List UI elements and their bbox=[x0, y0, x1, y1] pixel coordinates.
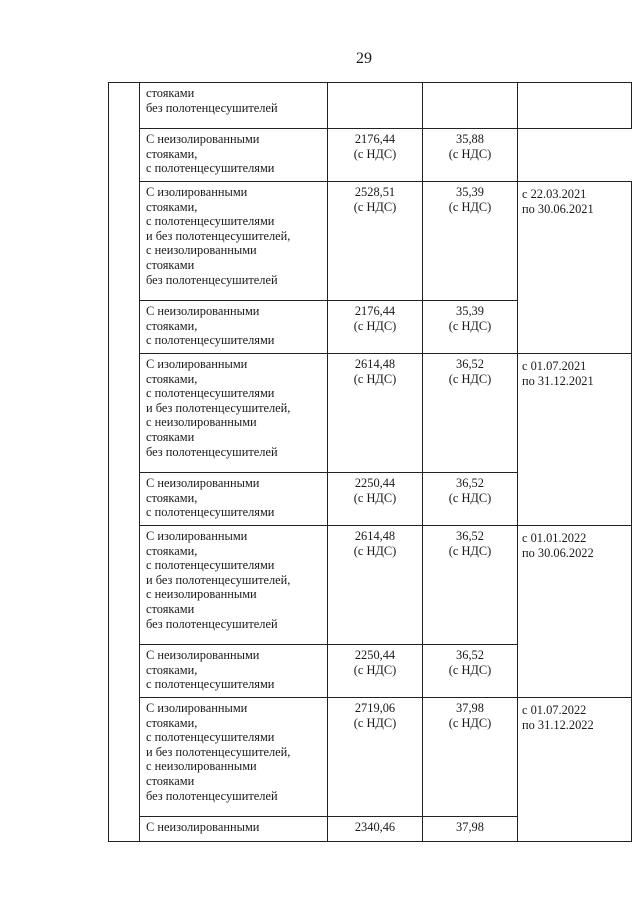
cell-text-line: 2250,44 bbox=[354, 648, 396, 662]
cell-text-line: (с НДС) bbox=[353, 146, 397, 161]
cell-text-line: (с НДС) bbox=[448, 715, 492, 730]
cell-text-line: без полотенцесушителей bbox=[146, 616, 278, 631]
cell-text-line: С изолированными bbox=[146, 185, 248, 199]
cell-text-line: и без полотенцесушителей, bbox=[146, 572, 291, 587]
price-cell bbox=[328, 526, 423, 645]
price-cell bbox=[328, 83, 423, 129]
cell-text-line: с полотенцесушителями bbox=[146, 677, 275, 692]
cell-text-line: с 01.07.2022 bbox=[522, 703, 587, 717]
cell-text-line: (с НДС) bbox=[448, 371, 492, 386]
cell-text-line: 2176,44 bbox=[354, 304, 396, 318]
cell-text-line: без полотенцесушителей bbox=[146, 100, 278, 115]
table-row bbox=[109, 182, 632, 301]
cell-text-line: стояками bbox=[146, 257, 195, 272]
cell-text-line: с полотенцесушителями bbox=[146, 161, 275, 176]
cell-text-line: (с НДС) bbox=[353, 318, 397, 333]
cell-text-line: с полотенцесушителями bbox=[146, 558, 275, 573]
cell-text-line: 2614,48 bbox=[354, 357, 396, 371]
cell-text-line: без полотенцесушителей bbox=[146, 788, 278, 803]
cell-text-line: 35,39 bbox=[456, 304, 484, 318]
tariff-table bbox=[108, 82, 632, 842]
cell-text-line: 2250,44 bbox=[354, 476, 396, 490]
cell-text-line: по 31.12.2021 bbox=[522, 373, 594, 388]
cell-text-line: стояками, bbox=[146, 715, 198, 730]
validity-period-cell bbox=[518, 698, 632, 842]
cell-text-line: 37,98 bbox=[456, 701, 484, 715]
cell-text-line: по 30.06.2021 bbox=[522, 201, 594, 216]
price-cell bbox=[328, 698, 423, 817]
price-cell bbox=[328, 354, 423, 473]
volume-cell bbox=[423, 354, 518, 473]
cell-text-line: (с НДС) bbox=[353, 715, 397, 730]
riser-description-cell bbox=[140, 129, 328, 182]
cell-text-line: с полотенцесушителями bbox=[146, 386, 275, 401]
cell-text-line: (с НДС) bbox=[353, 490, 397, 505]
cell-text-line: (с НДС) bbox=[353, 371, 397, 386]
cell-text-line: стояками bbox=[146, 429, 195, 444]
riser-description-cell bbox=[140, 354, 328, 473]
cell-text-line: (с НДС) bbox=[448, 199, 492, 214]
cell-text-line: 2528,51 bbox=[354, 185, 396, 199]
cell-text-line: (с НДС) bbox=[448, 318, 492, 333]
cell-text-line: 36,52 bbox=[456, 648, 484, 662]
riser-description-cell bbox=[140, 182, 328, 301]
cell-text-line: С неизолированными bbox=[146, 820, 260, 834]
price-cell bbox=[328, 301, 423, 354]
table-row bbox=[109, 354, 632, 473]
cell-text-line: стояками, bbox=[146, 199, 198, 214]
table-row bbox=[109, 83, 632, 129]
validity-period-cell bbox=[518, 526, 632, 698]
price-cell bbox=[328, 473, 423, 526]
cell-text-line: стояками, bbox=[146, 318, 198, 333]
cell-text-line: С неизолированными bbox=[146, 476, 260, 490]
cell-text-line: с полотенцесушителями bbox=[146, 333, 275, 348]
cell-text-line: с неизолированными bbox=[146, 587, 257, 602]
cell-text-line: (с НДС) bbox=[353, 543, 397, 558]
index-column-cell bbox=[109, 83, 140, 842]
cell-text-line: с 22.03.2021 bbox=[522, 187, 587, 201]
price-cell bbox=[328, 182, 423, 301]
volume-cell bbox=[423, 473, 518, 526]
cell-text-line: 36,52 bbox=[456, 357, 484, 371]
cell-text-line: (с НДС) bbox=[448, 490, 492, 505]
cell-text-line: с полотенцесушителями bbox=[146, 214, 275, 229]
volume-cell bbox=[423, 129, 518, 182]
cell-text-line: С изолированными bbox=[146, 357, 248, 371]
riser-description-cell bbox=[140, 817, 328, 842]
cell-text-line: стояками, bbox=[146, 371, 198, 386]
volume-cell bbox=[423, 645, 518, 698]
cell-text-line: 2614,48 bbox=[354, 529, 396, 543]
validity-period-cell bbox=[518, 354, 632, 526]
table-row bbox=[109, 129, 632, 182]
cell-text-line: по 30.06.2022 bbox=[522, 545, 594, 560]
cell-text-line: 37,98 bbox=[456, 820, 484, 834]
cell-text-line: стояками bbox=[146, 601, 195, 616]
cell-text-line: С изолированными bbox=[146, 529, 248, 543]
cell-text-line: 2340,46 bbox=[354, 820, 396, 834]
cell-text-line: 36,52 bbox=[456, 476, 484, 490]
volume-cell bbox=[423, 526, 518, 645]
volume-cell bbox=[423, 817, 518, 842]
cell-text-line: стояками, bbox=[146, 662, 198, 677]
riser-description-cell bbox=[140, 526, 328, 645]
validity-period-cell bbox=[518, 83, 632, 129]
riser-description-cell bbox=[140, 301, 328, 354]
cell-text-line: С неизолированными bbox=[146, 304, 260, 318]
volume-cell bbox=[423, 83, 518, 129]
cell-text-line: 35,39 bbox=[456, 185, 484, 199]
cell-text-line: (с НДС) bbox=[448, 146, 492, 161]
price-cell bbox=[328, 129, 423, 182]
cell-text-line: с неизолированными bbox=[146, 759, 257, 774]
cell-text-line: 2176,44 bbox=[354, 132, 396, 146]
cell-text-line: стояками bbox=[146, 86, 195, 100]
price-cell bbox=[328, 817, 423, 842]
cell-text-line: стояками bbox=[146, 773, 195, 788]
cell-text-line: (с НДС) bbox=[353, 662, 397, 677]
riser-description-cell bbox=[140, 698, 328, 817]
volume-cell bbox=[423, 182, 518, 301]
cell-text-line: без полотенцесушителей bbox=[146, 444, 278, 459]
riser-description-cell bbox=[140, 645, 328, 698]
cell-text-line: С неизолированными bbox=[146, 132, 260, 146]
cell-text-line: с неизолированными bbox=[146, 415, 257, 430]
cell-text-line: стояками, bbox=[146, 146, 198, 161]
cell-text-line: С изолированными bbox=[146, 701, 248, 715]
volume-cell bbox=[423, 698, 518, 817]
cell-text-line: без полотенцесушителей bbox=[146, 272, 278, 287]
volume-cell bbox=[423, 301, 518, 354]
cell-text-line: с полотенцесушителями bbox=[146, 730, 275, 745]
cell-text-line: и без полотенцесушителей, bbox=[146, 228, 291, 243]
riser-description-cell bbox=[140, 473, 328, 526]
cell-text-line: (с НДС) bbox=[353, 199, 397, 214]
cell-text-line: 2719,06 bbox=[354, 701, 396, 715]
cell-text-line: (с НДС) bbox=[448, 662, 492, 677]
cell-text-line: стояками, bbox=[146, 490, 198, 505]
table-row bbox=[109, 698, 632, 817]
validity-period-cell bbox=[518, 182, 632, 354]
cell-text-line: с 01.01.2022 bbox=[522, 531, 587, 545]
cell-text-line: стояками, bbox=[146, 543, 198, 558]
riser-description-cell bbox=[140, 83, 328, 129]
cell-text-line: С неизолированными bbox=[146, 648, 260, 662]
cell-text-line: 36,52 bbox=[456, 529, 484, 543]
cell-text-line: с неизолированными bbox=[146, 243, 257, 258]
cell-text-line: и без полотенцесушителей, bbox=[146, 744, 291, 759]
price-cell bbox=[328, 645, 423, 698]
cell-text-line: и без полотенцесушителей, bbox=[146, 400, 291, 415]
page-number: 29 bbox=[356, 50, 372, 67]
cell-text-line: с 01.07.2021 bbox=[522, 359, 587, 373]
cell-text-line: с полотенцесушителями bbox=[146, 505, 275, 520]
cell-text-line: (с НДС) bbox=[448, 543, 492, 558]
table-row bbox=[109, 526, 632, 645]
cell-text-line: по 31.12.2022 bbox=[522, 717, 594, 732]
cell-text-line: 35,88 bbox=[456, 132, 484, 146]
